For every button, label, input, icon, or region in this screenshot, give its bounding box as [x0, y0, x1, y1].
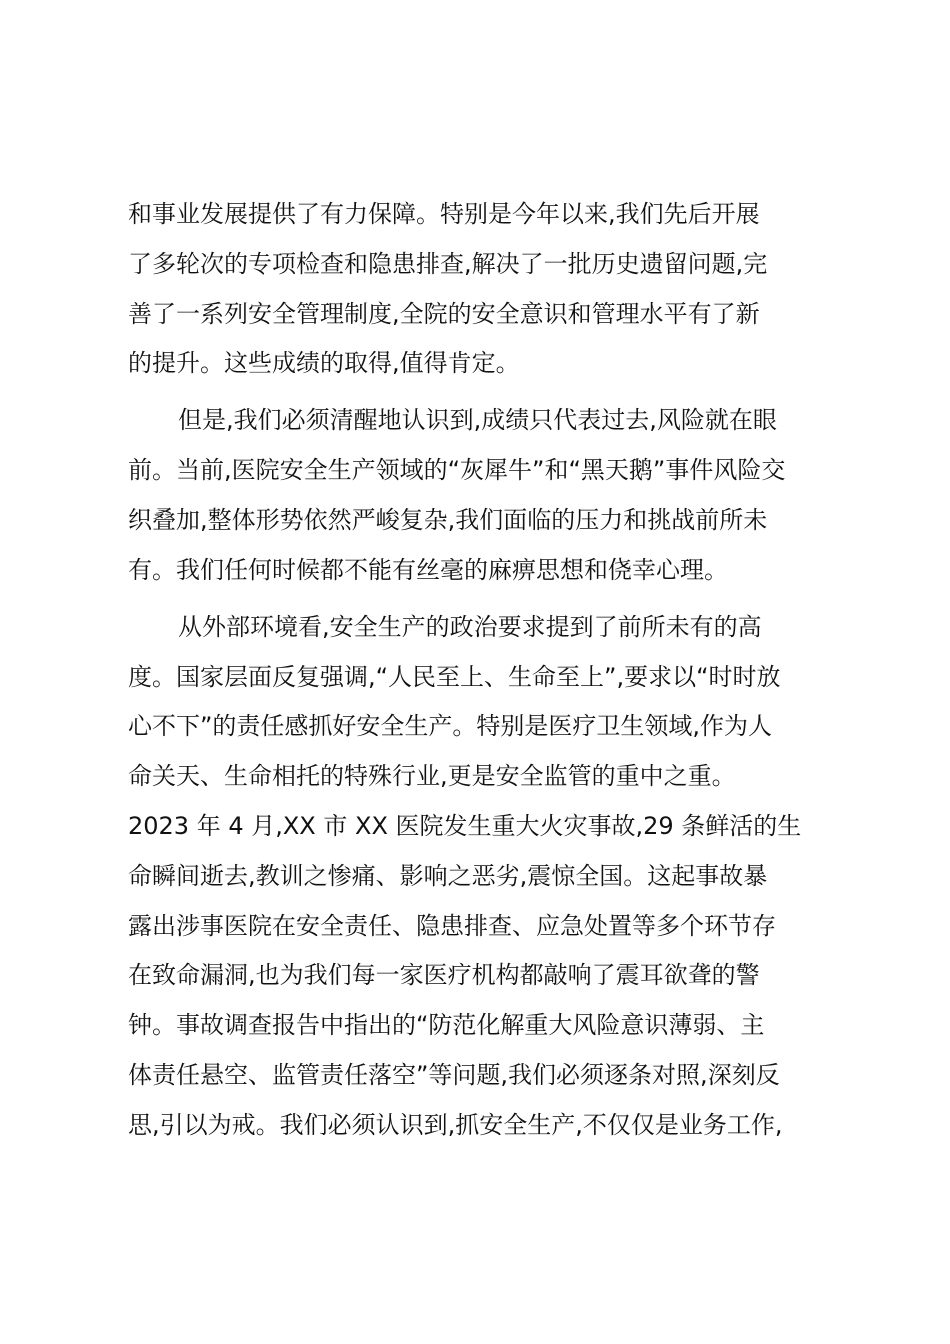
text-line: 露出涉事医院在安全责任、隐患排查、应急处置等多个环节存	[128, 911, 776, 940]
text-line: 但是,我们必须清醒地认识到,成绩只代表过去,风险就在眼	[178, 406, 777, 435]
text-line: 度。国家层面反复强调,“人民至上、生命至上”,要求以“时时放	[128, 662, 781, 691]
text-line: 钟。事故调查报告中指出的“防范化解重大风险意识薄弱、主	[128, 1011, 765, 1040]
paragraph-1	[128, 190, 828, 389]
text-line: 前。当前,医院安全生产领域的“灰犀牛”和“黑天鹅”事件风险交	[128, 456, 786, 485]
paragraph-spacing	[128, 389, 828, 396]
text-line: 和事业发展提供了有力保障。特别是今年以来,我们先后开展	[128, 200, 760, 228]
paragraph-3	[128, 603, 828, 1151]
text-line: 在致命漏洞,也为我们每一家医疗机构都敲响了震耳欲聋的警	[128, 961, 760, 990]
text-line: 体责任悬空、监管责任落空”等问题,我们必须逐条对照,深刻反	[128, 1060, 780, 1089]
paragraph-spacing	[128, 596, 828, 603]
text-line: 了多轮次的专项检查和隐患排查,解决了一批历史遗留问题,完	[128, 249, 768, 278]
text-line: 心不下”的责任感抓好安全生产。特别是医疗卫生领域,作为人	[128, 712, 773, 741]
text-line: 的提升。这些成绩的取得,值得肯定。	[128, 349, 520, 378]
text-line: 织叠加,整体形势依然严峻复杂,我们面临的压力和挑战前所未	[128, 505, 768, 534]
text-line: 思,引以为戒。我们必须认识到,抓安全生产,不仅仅是业务工作,	[128, 1110, 783, 1139]
paragraph-2	[128, 396, 828, 595]
text-line: 命关天、生命相托的特殊行业,更是安全监管的重中之重。	[128, 762, 736, 791]
text-line: 从外部环境看,安全生产的政治要求提到了前所未有的高	[178, 612, 762, 641]
document-body	[128, 190, 828, 1151]
text-line: 善了一系列安全管理制度,全院的安全意识和管理水平有了新	[128, 299, 760, 328]
text-line: 命瞬间逝去,教训之惨痛、影响之恶劣,震惊全国。这起事故暴	[128, 861, 768, 890]
text-line: 有。我们任何时候都不能有丝毫的麻痹思想和侥幸心理。	[128, 555, 728, 584]
text-line: 2023 年 4 月,XX 市 XX 医院发生重大火灾事故,29 条鲜活的生	[128, 811, 802, 840]
